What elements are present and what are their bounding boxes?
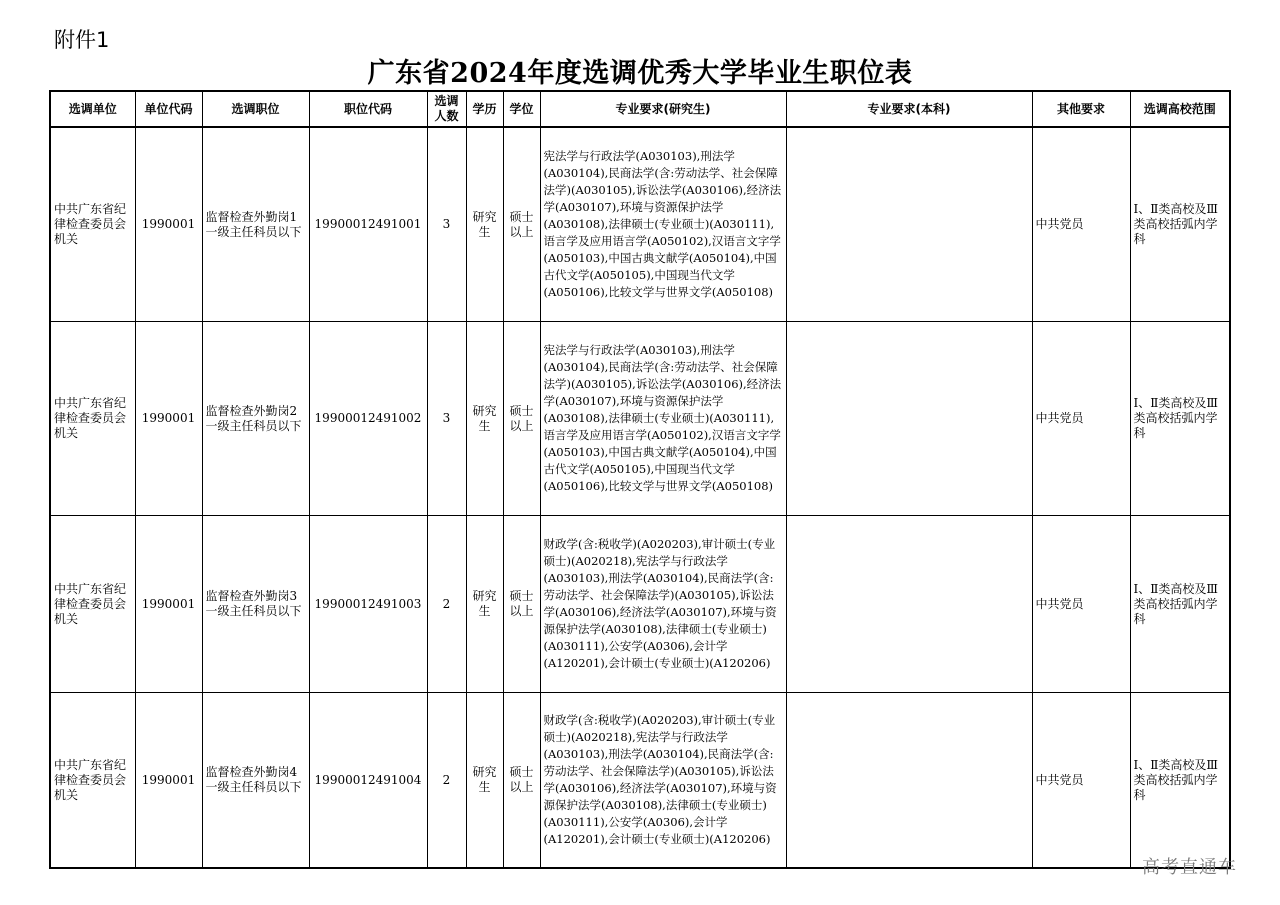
cell-school-scope: Ⅰ、Ⅱ类高校及Ⅲ类高校括弧内学科 <box>1130 127 1230 322</box>
cell-education: 研究生 <box>466 322 503 516</box>
cell-education: 研究生 <box>466 693 503 869</box>
cell-degree: 硕士以上 <box>503 127 540 322</box>
cell-position: 监督检查外勤岗2一级主任科员以下 <box>202 322 309 516</box>
cell-other: 中共党员 <box>1032 127 1130 322</box>
document-title: 广东省2024年度选调优秀大学毕业生职位表 <box>367 58 913 89</box>
cell-other: 中共党员 <box>1032 693 1130 869</box>
header-major-grad: 专业要求(研究生) <box>540 91 786 127</box>
cell-major-undergrad <box>786 516 1032 693</box>
cell-unit: 中共广东省纪律检查委员会机关 <box>50 516 135 693</box>
header-major-undergrad: 专业要求(本科) <box>786 91 1032 127</box>
cell-major-grad: 财政学(含:税收学)(A020203),审计硕士(专业硕士)(A020218),宪法学与行政法学(A030103),刑法学(A030104),民商法学(含:劳动法学、社会保障法学)(A030105),诉讼法学(A030106),经济法学(A030107),环境与资源保护法学(A030108),法律硕士(专业硕士)(A030111),公安学(A0306),会计学(A120201),会计硕士(专业硕士)(A120206) <box>540 516 786 693</box>
cell-education: 研究生 <box>466 127 503 322</box>
cell-position: 监督检查外勤岗4一级主任科员以下 <box>202 693 309 869</box>
header-unit-code: 单位代码 <box>135 91 202 127</box>
cell-position: 监督检查外勤岗1一级主任科员以下 <box>202 127 309 322</box>
cell-position-code: 19900012491001 <box>309 127 427 322</box>
cell-count: 2 <box>427 516 466 693</box>
cell-major-grad: 宪法学与行政法学(A030103),刑法学(A030104),民商法学(含:劳动法学、社会保障法学)(A030105),诉讼法学(A030106),经济法学(A030107),环境与资源保护法学(A030108),法律硕士(专业硕士)(A030111),语言学及应用语言学(A050102),汉语言文字学(A050103),中国古典文献学(A050104),中国古代文学(A050105),中国现当代文学(A050106),比较文学与世界文学(A050108) <box>540 127 786 322</box>
table-row <box>50 516 1230 693</box>
table-row <box>50 322 1230 516</box>
watermark-text: 高考直通车 <box>1142 857 1237 878</box>
header-position: 选调职位 <box>202 91 309 127</box>
cell-unit-code: 1990001 <box>135 516 202 693</box>
cell-count: 3 <box>427 322 466 516</box>
cell-count: 2 <box>427 693 466 869</box>
cell-count: 3 <box>427 127 466 322</box>
table-row <box>50 127 1230 322</box>
cell-major-undergrad <box>786 127 1032 322</box>
cell-school-scope: Ⅰ、Ⅱ类高校及Ⅲ类高校括弧内学科 <box>1130 693 1230 869</box>
cell-other: 中共党员 <box>1032 322 1130 516</box>
cell-unit: 中共广东省纪律检查委员会机关 <box>50 322 135 516</box>
header-education: 学历 <box>466 91 503 127</box>
cell-unit-code: 1990001 <box>135 127 202 322</box>
cell-unit-code: 1990001 <box>135 693 202 869</box>
cell-position-code: 19900012491002 <box>309 322 427 516</box>
header-school-scope: 选调高校范围 <box>1130 91 1230 127</box>
positions-table <box>49 90 1231 869</box>
cell-major-grad: 财政学(含:税收学)(A020203),审计硕士(专业硕士)(A020218),宪法学与行政法学(A030103),刑法学(A030104),民商法学(含:劳动法学、社会保障法学)(A030105),诉讼法学(A030106),经济法学(A030107),环境与资源保护法学(A030108),法律硕士(专业硕士)(A030111),公安学(A0306),会计学(A120201),会计硕士(专业硕士)(A120206) <box>540 693 786 869</box>
cell-degree: 硕士以上 <box>503 693 540 869</box>
cell-unit: 中共广东省纪律检查委员会机关 <box>50 127 135 322</box>
cell-education: 研究生 <box>466 516 503 693</box>
cell-degree: 硕士以上 <box>503 322 540 516</box>
cell-unit: 中共广东省纪律检查委员会机关 <box>50 693 135 869</box>
header-unit: 选调单位 <box>50 91 135 127</box>
cell-unit-code: 1990001 <box>135 322 202 516</box>
cell-school-scope: Ⅰ、Ⅱ类高校及Ⅲ类高校括弧内学科 <box>1130 516 1230 693</box>
cell-degree: 硕士以上 <box>503 516 540 693</box>
attachment-label: 附件1 <box>54 28 110 52</box>
cell-major-undergrad <box>786 693 1032 869</box>
cell-school-scope: Ⅰ、Ⅱ类高校及Ⅲ类高校括弧内学科 <box>1130 322 1230 516</box>
cell-major-undergrad <box>786 322 1032 516</box>
cell-position-code: 19900012491004 <box>309 693 427 869</box>
cell-major-grad: 宪法学与行政法学(A030103),刑法学(A030104),民商法学(含:劳动法学、社会保障法学)(A030105),诉讼法学(A030106),经济法学(A030107),环境与资源保护法学(A030108),法律硕士(专业硕士)(A030111),语言学及应用语言学(A050102),汉语言文字学(A050103),中国古典文献学(A050104),中国古代文学(A050105),中国现当代文学(A050106),比较文学与世界文学(A050108) <box>540 322 786 516</box>
cell-position: 监督检查外勤岗3一级主任科员以下 <box>202 516 309 693</box>
cell-other: 中共党员 <box>1032 516 1130 693</box>
header-other: 其他要求 <box>1032 91 1130 127</box>
table-row <box>50 693 1230 869</box>
header-count: 选调人数 <box>427 91 466 127</box>
cell-position-code: 19900012491003 <box>309 516 427 693</box>
header-degree: 学位 <box>503 91 540 127</box>
header-position-code: 职位代码 <box>309 91 427 127</box>
table-header-row <box>50 91 1230 127</box>
